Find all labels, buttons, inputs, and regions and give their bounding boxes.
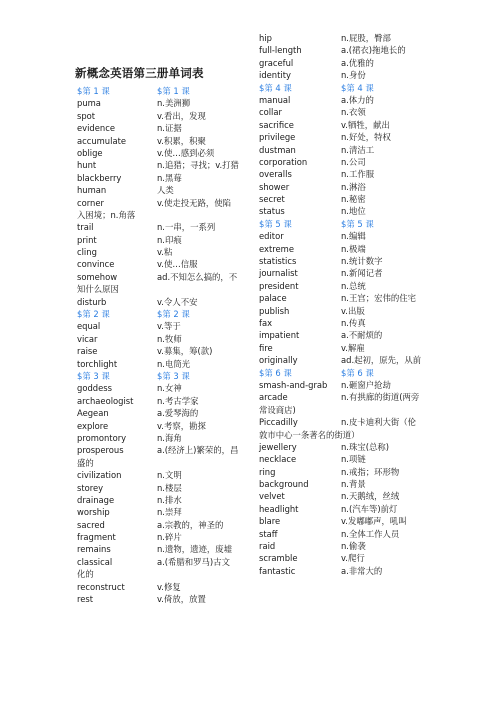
- vocab-definition: a.优雅的: [341, 57, 374, 68]
- definition-continuation-row: [77, 209, 252, 221]
- vocab-definition: n.美洲狮: [157, 98, 191, 109]
- vocab-row: [77, 432, 252, 444]
- vocab-definition: n.崇拜: [157, 507, 182, 518]
- vocab-row: [77, 531, 252, 543]
- vocab-word: rest: [77, 594, 94, 605]
- vocab-definition: v.使…信服: [157, 259, 198, 270]
- vocab-word: oblige: [77, 147, 103, 158]
- vocab-row: [77, 135, 252, 147]
- vocab-word: spot: [77, 110, 96, 121]
- vocab-definition: n.楼层: [157, 482, 182, 493]
- vocab-word: trail: [77, 222, 94, 233]
- vocab-definition: n.项链: [341, 454, 366, 465]
- vocab-row: [77, 395, 252, 407]
- vocab-word: dustman: [259, 144, 296, 155]
- vocab-row: [259, 44, 439, 56]
- vocab-word: disturb: [77, 296, 107, 307]
- vocab-word: Aegean: [77, 408, 109, 419]
- vocab-definition: n.新闻记者: [341, 268, 383, 279]
- vocab-definition: n.淋浴: [341, 181, 366, 192]
- vocab-row: [259, 540, 439, 552]
- vocab-word: sacrifice: [259, 119, 294, 130]
- vocab-word: necklace: [259, 454, 297, 465]
- vocab-word: jewellery: [259, 441, 297, 452]
- vocab-definition: v.出版: [341, 305, 365, 316]
- lesson-heading-row: [259, 218, 439, 230]
- vocab-row: [77, 556, 252, 568]
- vocab-definition: n.皮卡迪利大街（伦: [341, 417, 416, 428]
- vocab-row: [259, 292, 439, 304]
- vocab-definition: ad.不知怎么搞的，不: [157, 271, 238, 282]
- vocab-row: [77, 110, 252, 122]
- left-vocab-column: [77, 85, 252, 605]
- vocab-row: [77, 469, 252, 481]
- vocab-word: remains: [77, 544, 111, 555]
- vocab-definition: a.体力的: [341, 94, 374, 105]
- vocab-row: [77, 407, 252, 419]
- vocab-word: scramble: [259, 553, 298, 564]
- vocab-row: [77, 97, 252, 109]
- vocab-word: full-length: [259, 45, 302, 56]
- vocab-word: identity: [259, 70, 291, 81]
- vocab-word: ring: [259, 466, 276, 477]
- vocab-definition: a.不耐烦的: [341, 330, 383, 341]
- vocab-definition: n.工作服: [341, 169, 375, 180]
- vocab-word: graceful: [259, 57, 294, 68]
- vocab-row: [77, 382, 252, 394]
- vocab-word: human: [77, 185, 107, 196]
- vocab-definition: n.传真: [341, 317, 366, 328]
- vocab-definition: v.牺牲，献出: [341, 119, 390, 130]
- vocab-definition: v.使…感到必须: [157, 147, 215, 158]
- vocab-row: [77, 184, 252, 196]
- vocab-word: privilege: [259, 132, 296, 143]
- vocab-word: prosperous: [77, 445, 124, 456]
- vocab-row: [259, 94, 439, 106]
- vocab-row: [259, 478, 439, 490]
- vocab-row: [259, 131, 439, 143]
- vocab-definition: n.天鹅绒，丝绒: [341, 491, 400, 502]
- vocab-definition: n.海角: [157, 432, 182, 443]
- definition-continuation-row: [259, 404, 439, 416]
- vocab-word: velvet: [259, 491, 285, 502]
- definition-continuation-row: [77, 568, 252, 580]
- vocab-definition: n.有拱廊的街道(两旁: [341, 392, 420, 403]
- definition-continuation: 入困境；n.角落: [77, 209, 136, 220]
- vocab-row: [77, 122, 252, 134]
- vocab-word: manual: [259, 94, 291, 105]
- lesson-label: $第 5 课: [259, 218, 292, 229]
- vocab-word: blare: [259, 516, 281, 527]
- vocab-row: [259, 267, 439, 279]
- vocab-word: civilization: [77, 470, 122, 481]
- vocab-row: [77, 543, 252, 555]
- lesson-label: $第 3 课: [157, 370, 190, 381]
- vocab-word: impatient: [259, 330, 300, 341]
- vocab-word: cling: [77, 247, 97, 258]
- vocab-row: [259, 280, 439, 292]
- lesson-heading-row: [259, 82, 439, 94]
- vocab-definition: v.倚放，放置: [157, 594, 206, 605]
- vocab-definition: n.编辑: [341, 231, 366, 242]
- vocab-definition: a.(裙衣)拖地长的: [341, 45, 406, 56]
- vocab-definition: a.非常大的: [341, 565, 383, 576]
- vocab-row: [77, 246, 252, 258]
- vocab-row: [259, 329, 439, 341]
- vocab-word: storey: [77, 482, 104, 493]
- vocab-row: [77, 444, 252, 456]
- vocab-row: [259, 156, 439, 168]
- definition-continuation-row: [259, 429, 439, 441]
- vocab-definition: v.令人不安: [157, 296, 198, 307]
- vocab-word: equal: [77, 321, 101, 332]
- vocab-definition: n.牧师: [157, 333, 182, 344]
- vocab-word: vicar: [77, 333, 98, 344]
- vocab-row: [259, 193, 439, 205]
- vocab-definition: v.解雇: [341, 342, 365, 353]
- vocab-definition: n.地位: [341, 206, 366, 217]
- vocab-word: publish: [259, 305, 290, 316]
- vocab-row: [77, 506, 252, 518]
- vocab-definition: n.电筒光: [157, 358, 191, 369]
- right-vocab-column: [259, 32, 439, 577]
- vocab-row: [259, 168, 439, 180]
- vocab-definition: a.爱琴海的: [157, 408, 199, 419]
- vocab-definition: n.追猎；寻找；v.打猎: [157, 160, 239, 171]
- vocab-definition: n.王宫；宏伟的住宅: [341, 293, 416, 304]
- vocab-row: [259, 453, 439, 465]
- definition-continuation: 敦市中心一条著名的街道）: [259, 429, 360, 440]
- vocab-definition: n.女神: [157, 383, 182, 394]
- vocab-row: [259, 255, 439, 267]
- definition-continuation-row: [77, 457, 252, 469]
- vocab-word: headlight: [259, 503, 299, 514]
- vocab-row: [77, 420, 252, 432]
- vocab-word: puma: [77, 98, 101, 109]
- vocab-row: [259, 354, 439, 366]
- lesson-label: $第 4 课: [341, 82, 374, 93]
- vocab-row: [259, 243, 439, 255]
- vocab-word: background: [259, 479, 309, 490]
- vocab-word: explore: [77, 420, 109, 431]
- vocab-definition: n.背景: [341, 479, 366, 490]
- vocab-row: [259, 391, 439, 403]
- lesson-heading-row: [77, 308, 252, 320]
- vocab-row: [259, 466, 439, 478]
- vocab-definition: n.偷袭: [341, 541, 366, 552]
- vocab-word: statistics: [259, 256, 297, 267]
- vocab-definition: n.排水: [157, 494, 182, 505]
- vocab-row: [77, 147, 252, 159]
- vocab-definition: n.砸窗户抢劫: [341, 379, 391, 390]
- vocab-definition: n.黑莓: [157, 172, 182, 183]
- vocab-row: [259, 342, 439, 354]
- vocab-row: [259, 503, 439, 515]
- lesson-label: $第 3 课: [77, 370, 110, 381]
- definition-continuation: 化的: [77, 569, 94, 580]
- vocab-definition: n.身份: [341, 70, 366, 81]
- vocab-word: Piccadilly: [259, 417, 298, 428]
- vocab-row: [259, 32, 439, 44]
- vocab-word: archaeologist: [77, 395, 134, 406]
- vocab-definition: n.遗物，遗迹，废墟: [157, 544, 232, 555]
- vocab-word: print: [77, 234, 97, 245]
- vocab-definition: n.公司: [341, 156, 366, 167]
- vocab-definition: v.募集，筹(款): [157, 346, 213, 357]
- vocab-definition: a.宗教的，神圣的: [157, 519, 224, 530]
- vocab-word: corner: [77, 197, 104, 208]
- vocab-row: [77, 345, 252, 357]
- vocab-word: hip: [259, 33, 272, 43]
- vocab-row: [77, 593, 252, 605]
- vocab-definition: v.粘: [157, 247, 173, 258]
- lesson-label: $第 6 课: [341, 367, 374, 378]
- vocab-row: [259, 181, 439, 193]
- vocab-row: [77, 271, 252, 283]
- vocab-definition: n.衣领: [341, 107, 366, 118]
- vocab-word: fire: [259, 342, 273, 353]
- vocab-definition: v.爬行: [341, 553, 365, 564]
- vocab-word: fax: [259, 317, 273, 328]
- vocab-word: overalls: [259, 169, 292, 180]
- vocab-word: palace: [259, 293, 287, 304]
- vocab-row: [77, 519, 252, 531]
- vocab-word: secret: [259, 194, 285, 205]
- vocab-word: raise: [77, 346, 98, 357]
- vocab-word: reconstruct: [77, 581, 125, 592]
- vocab-definition: n.文明: [157, 470, 182, 481]
- lesson-label: $第 2 课: [157, 309, 190, 320]
- vocab-definition: n.证据: [157, 123, 182, 134]
- vocab-word: journalist: [259, 268, 298, 279]
- vocab-word: raid: [259, 541, 276, 552]
- vocab-definition: n.印痕: [157, 234, 182, 245]
- vocab-word: blackberry: [77, 172, 122, 183]
- vocab-definition: n.秘密: [341, 194, 366, 205]
- vocab-definition: v.考察，勘探: [157, 420, 206, 431]
- vocab-row: [77, 494, 252, 506]
- definition-continuation: 知什么原因: [77, 284, 119, 295]
- vocab-word: sacred: [77, 519, 105, 530]
- vocab-definition: n.一串，一系列: [157, 222, 216, 233]
- vocab-row: [259, 144, 439, 156]
- vocab-definition: v.等于: [157, 321, 181, 332]
- vocab-definition: n.碎片: [157, 532, 182, 543]
- vocab-word: torchlight: [77, 358, 118, 369]
- vocab-word: originally: [259, 355, 298, 366]
- lesson-heading-row: [77, 85, 252, 97]
- vocab-row: [259, 565, 439, 577]
- vocab-row: [259, 528, 439, 540]
- lesson-label: $第 1 课: [77, 86, 110, 96]
- lesson-label: $第 2 课: [77, 309, 110, 320]
- vocab-word: status: [259, 206, 285, 217]
- vocab-row: [259, 106, 439, 118]
- vocab-row: [259, 119, 439, 131]
- vocab-row: [77, 197, 252, 209]
- lesson-label: $第 5 课: [341, 218, 374, 229]
- vocab-word: shower: [259, 181, 290, 192]
- vocab-word: goddess: [77, 383, 112, 394]
- definition-continuation-row: [77, 283, 252, 295]
- vocab-word: somehow: [77, 271, 118, 282]
- vocab-row: [77, 333, 252, 345]
- vocab-word: editor: [259, 231, 284, 242]
- vocab-word: corporation: [259, 156, 308, 167]
- vocab-definition: a.(希腊和罗马)古文: [157, 556, 230, 567]
- page-title: 新概念英语第三册单词表: [75, 66, 204, 80]
- vocab-definition: n.总统: [341, 280, 366, 291]
- lesson-heading-row: [77, 370, 252, 382]
- vocab-row: [259, 69, 439, 81]
- vocab-row: [77, 221, 252, 233]
- vocab-definition: v.使走投无路，使陷: [157, 197, 231, 208]
- vocab-word: accumulate: [77, 135, 127, 146]
- vocab-row: [77, 358, 252, 370]
- vocab-row: [259, 416, 439, 428]
- vocab-definition: ad.起初，原先，从前: [341, 355, 422, 366]
- vocab-row: [259, 57, 439, 69]
- vocab-definition: v.修复: [157, 581, 181, 592]
- vocab-row: [259, 515, 439, 527]
- definition-continuation: 常设商店): [259, 404, 296, 415]
- vocab-row: [77, 296, 252, 308]
- lesson-label: $第 1 课: [157, 86, 190, 96]
- vocab-word: fantastic: [259, 565, 296, 576]
- vocab-word: collar: [259, 107, 282, 118]
- vocab-word: extreme: [259, 243, 294, 254]
- vocab-row: [259, 490, 439, 502]
- vocab-word: president: [259, 280, 299, 291]
- vocab-word: worship: [77, 507, 110, 518]
- vocab-definition: v.看出，发现: [157, 110, 206, 121]
- vocab-definition: n.戒指；环形物: [341, 466, 400, 477]
- vocab-row: [259, 441, 439, 453]
- vocab-definition: n.珠宝(总称): [341, 441, 390, 452]
- vocab-definition: v.发嘟嘟声，吼叫: [341, 516, 407, 527]
- vocab-row: [77, 320, 252, 332]
- vocab-word: arcade: [259, 392, 288, 403]
- vocab-word: convince: [77, 259, 115, 270]
- vocab-definition: n.考古学家: [157, 395, 199, 406]
- vocab-row: [259, 379, 439, 391]
- vocab-row: [77, 234, 252, 246]
- lesson-heading-row: [259, 367, 439, 379]
- vocab-definition: n.极端: [341, 243, 366, 254]
- vocab-row: [259, 552, 439, 564]
- vocab-row: [77, 581, 252, 593]
- vocab-definition: n.全体工作人员: [341, 528, 400, 539]
- vocab-definition: 人类: [157, 185, 174, 196]
- vocab-row: [259, 305, 439, 317]
- vocab-word: evidence: [77, 123, 115, 134]
- vocab-word: classical: [77, 556, 113, 567]
- vocab-definition: v.积累，积聚: [157, 135, 206, 146]
- vocab-definition: n.清洁工: [341, 144, 375, 155]
- vocab-word: fragment: [77, 532, 116, 543]
- definition-continuation: 盛的: [77, 457, 94, 468]
- vocab-word: staff: [259, 528, 278, 539]
- vocab-definition: a.(经济上)繁荣的，昌: [157, 445, 239, 456]
- vocab-row: [259, 230, 439, 242]
- vocab-definition: n.好处，特权: [341, 132, 391, 143]
- vocab-word: drainage: [77, 494, 115, 505]
- lesson-label: $第 4 课: [259, 82, 292, 93]
- vocab-word: promontory: [77, 432, 127, 443]
- vocab-row: [77, 258, 252, 270]
- vocab-row: [77, 159, 252, 171]
- vocab-definition: n.(汽车等)前灯: [341, 503, 398, 514]
- vocab-row: [77, 172, 252, 184]
- lesson-label: $第 6 课: [259, 367, 292, 378]
- vocab-word: smash-and-grab: [259, 379, 328, 390]
- vocab-row: [259, 317, 439, 329]
- vocab-definition: n.屁股，臀部: [341, 33, 391, 43]
- vocab-row: [259, 205, 439, 217]
- vocab-definition: n.统计数字: [341, 256, 383, 267]
- vocab-row: [77, 482, 252, 494]
- vocab-word: hunt: [77, 160, 97, 171]
